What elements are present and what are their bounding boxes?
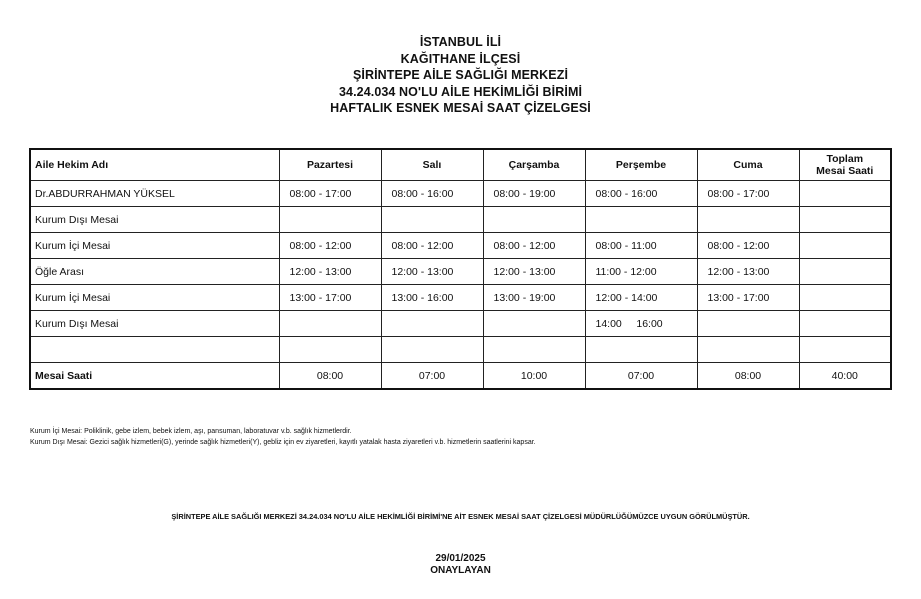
col-header-tuesday: Salı [381,149,483,181]
summary-friday: 08:00 [697,363,799,390]
table-cell: 13:00 - 17:00 [279,285,381,311]
row-label: Dr.ABDURRAHMAN YÜKSEL [30,181,279,207]
table-cell [799,181,891,207]
table-cell [381,337,483,363]
header-health-center: ŞİRİNTEPE AİLE SAĞLIĞI MERKEZİ [352,68,569,82]
table-cell: 11:00 - 12:00 [585,259,697,285]
table-cell: 12:00 - 13:00 [381,259,483,285]
summary-tuesday: 07:00 [381,363,483,390]
table-cell [697,207,799,233]
table-row [30,207,891,233]
row-label: Kurum İçi Mesai [30,285,279,311]
table-cell [585,337,697,363]
summary-row [30,363,891,390]
table-cell: 08:00 - 12:00 [279,233,381,259]
table-cell [279,337,381,363]
row-label: Kurum Dışı Mesai [30,207,279,233]
document-header [0,34,921,117]
table-cell [483,311,585,337]
header-district: KAĞITHANE İLÇESİ [400,51,521,66]
table-cell [381,207,483,233]
approval-statement: ŞİRİNTEPE AİLE SAĞLIĞI MERKEZİ 34.24.034 NO'LU AİLE HEKİMLİĞİ BİRİMİ'NE AİT ESNEK MESAİ SAAT ÇİZELGESİ MÜDÜRLÜĞÜMÜZCE UYGUN GÖRÜLMÜŞTÜR. [171,512,750,521]
table-cell [381,311,483,337]
footnote-internal: Kurum İçi Mesai: Poliklinik, gebe izlem, bebek izlem, aşı, pansuman, laboratuvar v.b. sağlık hizmetlerdir. [30,428,352,435]
table-row [30,233,891,259]
table-cell [483,337,585,363]
footnotes [30,426,536,448]
approver-label: ONAYLAYAN [430,565,491,576]
schedule-table [29,148,892,390]
summary-thursday: 07:00 [585,363,697,390]
table-cell [279,311,381,337]
table-cell: 12:00 - 13:00 [697,259,799,285]
table-cell: 08:00 - 16:00 [381,181,483,207]
header-unit: 34.24.034 NO'LU AİLE HEKİMLİĞİ BİRİMİ [338,84,583,99]
table-cell: 08:00 - 19:00 [483,181,585,207]
col-header-wednesday: Çarşamba [483,149,585,181]
table-cell [799,259,891,285]
table-cell: 12:00 - 14:00 [585,285,697,311]
row-label: Öğle Arası [30,259,279,285]
table-cell: 12:00 - 13:00 [279,259,381,285]
table-cell [799,233,891,259]
summary-wednesday: 10:00 [483,363,585,390]
table-cell [697,337,799,363]
table-cell [483,207,585,233]
table-row [30,181,891,207]
table-cell [279,207,381,233]
table-cell: 08:00 - 12:00 [483,233,585,259]
row-label: Kurum İçi Mesai [30,233,279,259]
signature-block [0,553,921,577]
header-document-title: HAFTALIK ESNEK MESAİ SAAT ÇİZELGESİ [330,101,591,115]
table-row [30,311,891,337]
table-cell: 08:00 - 11:00 [585,233,697,259]
table-cell: 08:00 - 16:00 [585,181,697,207]
table-cell [697,311,799,337]
col-header-total [799,149,891,181]
table-cell: 08:00 - 12:00 [381,233,483,259]
summary-monday: 08:00 [279,363,381,390]
summary-label: Mesai Saati [30,363,279,390]
table-header-row [30,149,891,181]
table-row [30,259,891,285]
col-header-friday: Cuma [697,149,799,181]
table-row [30,337,891,363]
table-cell: 13:00 - 19:00 [483,285,585,311]
header-province: İSTANBUL İLİ [419,35,502,49]
table-cell: 08:00 - 17:00 [697,181,799,207]
col-header-monday: Pazartesi [279,149,381,181]
col-header-total-line2: Mesai Saati [816,165,874,177]
table-cell: 13:00 - 17:00 [697,285,799,311]
approval-date: 29/01/2025 [435,553,486,564]
col-header-name: Aile Hekim Adı [30,149,279,181]
row-label [30,337,279,363]
table-cell: 08:00 - 12:00 [697,233,799,259]
row-label: Kurum Dışı Mesai [30,311,279,337]
table-cell [799,337,891,363]
table-cell: 13:00 - 16:00 [381,285,483,311]
table-cell: 12:00 - 13:00 [483,259,585,285]
col-header-total-line1: Toplam [826,153,864,165]
table-cell [585,207,697,233]
col-header-thursday: Perşembe [585,149,697,181]
table-cell: 14:00 16:00 [585,311,697,337]
table-cell [799,207,891,233]
table-cell [799,285,891,311]
summary-total: 40:00 [799,363,891,390]
table-cell: 08:00 - 17:00 [279,181,381,207]
footnote-external: Kurum Dışı Mesai: Gezici sağlık hizmetleri(G), yerinde sağlık hizmetleri(Y), gebliz için ev ziyaretleri, kayıtlı yatalak hasta ziyaretleri v.b. hizmetlerin saatlerini kapsar. [30,439,536,446]
table-row [30,285,891,311]
table-cell [799,311,891,337]
